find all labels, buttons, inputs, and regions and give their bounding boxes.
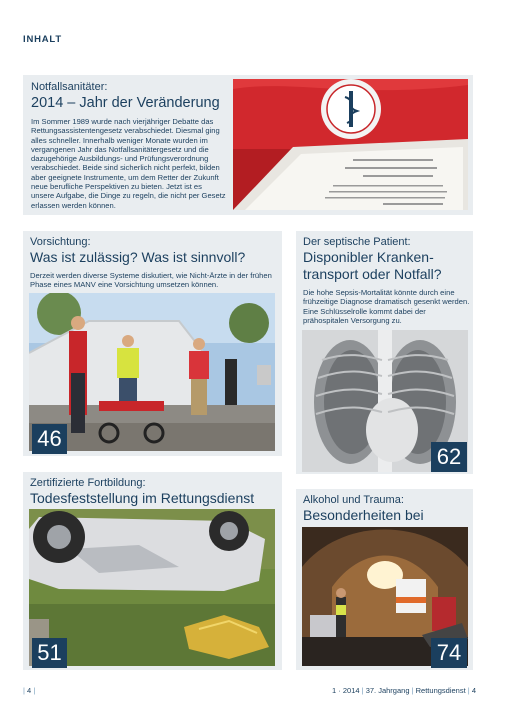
article-todesfeststellung-text	[30, 477, 278, 507]
footer-sep-2: |	[411, 686, 414, 695]
feature-text	[31, 81, 227, 210]
feature-kicker: Notfallsanitäter:	[31, 81, 108, 93]
article-alkohol-trauma-title: Besonderheiten bei	[303, 507, 424, 523]
footer-left-bar: |	[23, 686, 25, 695]
article-vorsichtung-body: Derzeit werden diverse Systeme diskutiert, wie Nicht-Ärzte in der frühen Phase eines MANV eine Vorsichtung umsetzen können.	[30, 271, 272, 290]
article-todesfeststellung-title: Todesfeststellung im Rettungsdienst	[30, 490, 255, 506]
footer-issue: 1 · 2014	[332, 686, 360, 695]
footer-sep-3: |	[467, 686, 470, 695]
article-vorsichtung-page-number[interactable]: 46	[32, 424, 67, 454]
footer-sep-1: |	[361, 686, 364, 695]
article-vorsichtung-title: Was ist zulässig? Was ist sinnvoll?	[30, 249, 246, 265]
article-sepsis-kicker: Der septische Patient:	[303, 236, 411, 248]
footer-left	[23, 686, 35, 695]
article-sepsis-text	[303, 236, 471, 325]
feature-photo	[233, 79, 468, 210]
feature-panel[interactable]	[23, 75, 473, 215]
article-vorsichtung-text	[30, 236, 278, 290]
feature-title: 2014 – Jahr der Veränderung	[31, 95, 220, 111]
footer-right	[332, 686, 476, 695]
article-sepsis[interactable]	[296, 231, 473, 474]
article-todesfeststellung-page-number[interactable]: 51	[32, 638, 67, 668]
section-label: INHALT	[23, 34, 62, 45]
article-vorsichtung[interactable]	[23, 231, 282, 456]
footer-page: 4	[471, 686, 476, 695]
footer-left-bar-2: |	[33, 686, 36, 695]
footer-volume: 37. Jahrgang	[365, 686, 410, 695]
footer-left-page: 4	[27, 686, 32, 695]
footer-magazine: Rettungsdienst	[415, 686, 466, 695]
article-vorsichtung-kicker: Vorsichtung:	[30, 236, 91, 248]
article-alkohol-trauma[interactable]	[296, 489, 473, 670]
article-sepsis-title-line1: Disponibler Kranken-	[303, 249, 434, 265]
article-sepsis-page-number[interactable]: 62	[431, 442, 467, 472]
article-alkohol-trauma-page-number[interactable]: 74	[431, 638, 467, 668]
article-todesfeststellung-kicker: Zertifizierte Fortbildung:	[30, 477, 146, 489]
article-sepsis-title-line2: transport oder Notfall?	[303, 266, 442, 282]
article-alkohol-trauma-kicker: Alkohol und Trauma:	[303, 494, 404, 506]
article-todesfeststellung[interactable]	[23, 472, 282, 670]
feature-body: Im Sommer 1989 wurde nach vierjähriger Debatte das Rettungsassistentengesetz verabschiedet. Diesmal ging alles schneller. Innerhalb weniger Monate wurden im vergangenen Jahr das Notfallsanitätergesetz und die dazugehörige Ausbildungs- und Prüfungsverordnung verabschiedet. Beide sind sicherlich nicht perfekt, bilden aber geeignete Instrumente, um dem Retter der Zukunft neue berufliche Perspektiven zu bieten. Jetzt ist es unsere Aufgabe, die Dinge zu regeln, die nicht per Gesetz erlassen werden können.	[31, 117, 226, 210]
paramedic-uniform-image	[233, 79, 468, 210]
article-sepsis-body: Die hohe Sepsis-Mortalität könnte durch eine frühzeitige Diagnose dramatisch gesenkt werden. Eine Schlüsselrolle kommt dabei der prähospitalen Versorgung zu.	[303, 288, 470, 325]
